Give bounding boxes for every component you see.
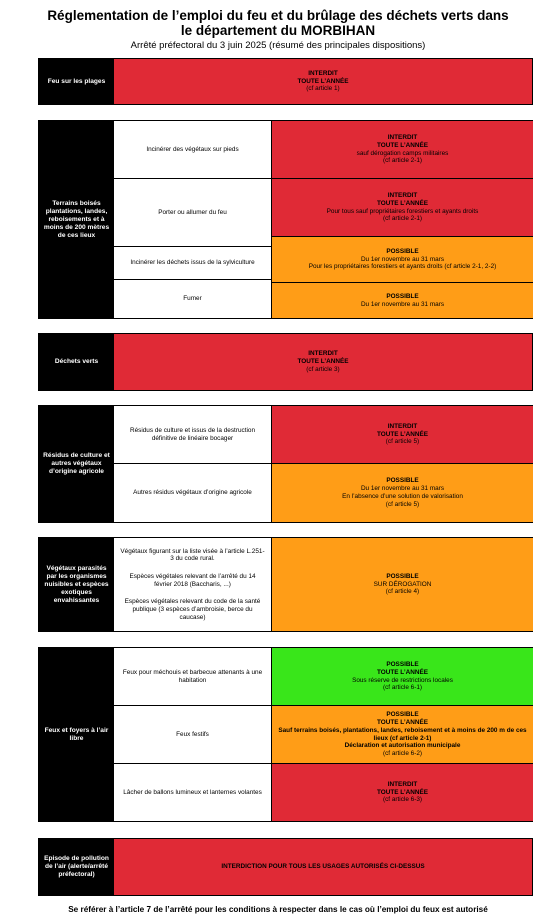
status-title: POSSIBLE (386, 711, 419, 719)
status-authorisation: Déclaration et autorisation municipale (344, 742, 461, 750)
status-cell (272, 121, 533, 179)
status-cell (272, 179, 533, 237)
description-line: Espèces végétales relevant du code de la santé publique (3 espèces d’ambroisie, berce du caucase) (124, 597, 261, 621)
section-terrains-boises (38, 120, 533, 319)
row-description: Feux pour méchouis et barbecue attenants à une habitation (114, 648, 272, 706)
title-line-1: Réglementation de l’emploi du feu et du brûlage des déchets verts dans (47, 8, 509, 23)
section-feu-plages (38, 58, 533, 105)
section-label: Episode de pollution de l’air (alerte/arrêté préfectoral) (39, 839, 114, 895)
status-title: INTERDIT (387, 191, 418, 199)
status-period: TOUTE L’ANNÉE (376, 718, 428, 726)
status-title: INTERDICTION POUR TOUS LES USAGES AUTORISÉS CI-DESSUS (221, 863, 425, 871)
status-title: INTERDIT (308, 350, 338, 358)
status-title: INTERDIT (387, 780, 418, 788)
section-episode-pollution (38, 838, 533, 896)
status-article: (cf article 2-1) (382, 215, 423, 223)
status-period: TOUTE L’ANNÉE (376, 141, 428, 149)
status-cell (272, 406, 533, 464)
row-description: Incinérer les déchets issus de la sylviculture (114, 247, 272, 280)
status-cell (114, 334, 532, 390)
status-article: (cf article 5) (385, 500, 420, 508)
status-title: INTERDIT (387, 133, 418, 141)
status-period: TOUTE L’ANNÉE (376, 199, 428, 207)
status-title: INTERDIT (387, 422, 418, 430)
document-title (0, 8, 556, 38)
status-period: SUR DÉROGATION (373, 580, 432, 588)
status-article: (cf article 6-1) (382, 684, 423, 692)
status-article: (cf article 5) (385, 438, 420, 446)
status-period: TOUTE L’ANNÉE (376, 668, 428, 676)
row-description: Porter ou allumer du feu (114, 179, 272, 247)
section-label: Résidus de culture et autres végétaux d’origine agricole (39, 406, 114, 522)
status-article: (cf article 1) (306, 85, 340, 93)
status-article: (cf article 2-1) (382, 157, 423, 165)
status-cell (272, 706, 533, 764)
status-period: Du 1er novembre au 31 mars (360, 485, 445, 493)
description-line: Espèces végétales relevant de l’arrêté du 14 février 2018 (Baccharis, ...) (129, 572, 256, 588)
status-period: TOUTE L’ANNÉE (376, 788, 428, 796)
title-line-2: le département du MORBIHAN (180, 23, 376, 38)
row-description: Feux festifs (114, 706, 272, 764)
status-period: TOUTE L’ANNÉE (297, 77, 349, 85)
status-title: POSSIBLE (386, 477, 419, 485)
status-detail: Pour tous sauf propriétaires forestiers et ayants droits (326, 207, 479, 215)
status-period: TOUTE L’ANNÉE (376, 430, 428, 438)
row-description: Autres résidus végétaux d’origine agricole (114, 464, 272, 522)
status-title: POSSIBLE (386, 572, 419, 580)
status-title: POSSIBLE (386, 292, 419, 300)
section-dechets-verts (38, 333, 533, 391)
row-description: Incinérer des végétaux sur pieds (114, 121, 272, 179)
section-feux-foyers (38, 647, 533, 822)
section-vegetaux-parasites (38, 537, 533, 632)
row-description: Fumer (114, 280, 272, 318)
status-cell (272, 538, 533, 631)
status-article: (cf article 3) (306, 365, 340, 373)
status-cell (272, 648, 533, 706)
status-title: POSSIBLE (386, 247, 419, 255)
section-label: Feux et foyers à l’air libre (39, 648, 114, 821)
section-label: Végétaux parasités par les organismes nuisibles et espèces exotiques envahissantes (39, 538, 114, 631)
row-description: Résidus de culture et issus de la destruction définitive de linéaire bocager (114, 406, 272, 464)
section-residus-culture (38, 405, 533, 523)
status-period: Du 1er novembre au 31 mars (360, 300, 445, 308)
status-cell (114, 839, 532, 895)
status-cell (272, 764, 533, 821)
status-title: INTERDIT (308, 69, 338, 77)
description-line: Végétaux figurant sur la liste visée à l’article L.251-3 du code rural. (120, 547, 265, 563)
status-detail: Sous réserve de restrictions locales (352, 676, 453, 684)
status-period: TOUTE L’ANNÉE (297, 358, 349, 366)
status-detail: Sauf terrains boisés, plantations, landes, reboisement et à moins de 200 m de ces lieux (cf article 2-1) (278, 726, 527, 742)
footer-note: Se référer à l’article 7 de l’arrêté pour les conditions à respecter dans le cas où l’emploi du feux est autorisé (68, 905, 488, 914)
status-title: POSSIBLE (386, 660, 419, 668)
status-article: (cf article 4) (385, 588, 420, 596)
row-description: Lâcher de ballons lumineux et lanternes volantes (114, 764, 272, 821)
status-article: (cf article 6-3) (382, 796, 423, 804)
status-detail: En l’absence d’une solution de valorisation (342, 493, 463, 500)
document-subtitle: Arrêté préfectoral du 3 juin 2025 (résumé des principales dispositions) (130, 40, 426, 51)
status-article: (cf article 6-2) (382, 750, 423, 758)
status-cell (114, 59, 532, 104)
status-cell (272, 283, 533, 318)
status-period: Du 1er novembre au 31 mars (360, 255, 445, 263)
status-cell (272, 464, 533, 522)
section-label: Déchets verts (39, 334, 114, 390)
row-description (114, 538, 272, 631)
status-detail: sauf dérogation camps militaires (356, 149, 449, 157)
section-label: Feu sur les plages (39, 59, 114, 104)
section-label: Terrains boisés plantations, landes, reboisements et à moins de 200 mètres de ces lieux (39, 121, 114, 318)
status-cell (272, 237, 533, 283)
status-detail: Pour les propriétaires forestiers et ayants droits (cf article 2-1, 2-2) (308, 263, 497, 271)
